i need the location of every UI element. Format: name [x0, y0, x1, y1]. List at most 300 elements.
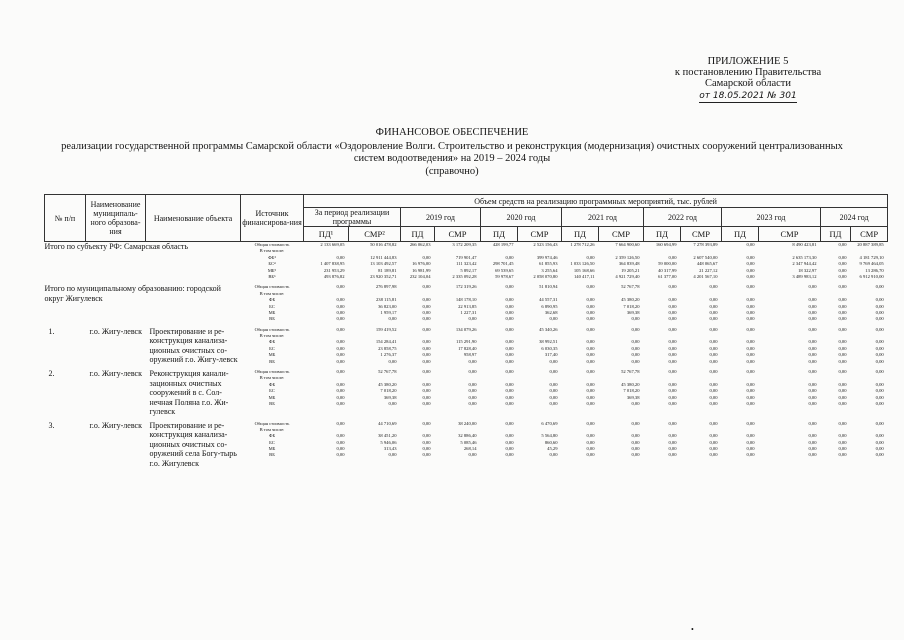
col-pd-header: ПД	[562, 227, 599, 242]
value-line: 0,00	[875, 388, 884, 394]
value-line: 0,00	[668, 326, 677, 332]
value-line: 22 913,85	[458, 303, 477, 309]
value-line: 0,00	[875, 309, 884, 315]
source-line: Общая стоимость	[254, 242, 290, 247]
value-line: 0,00	[505, 439, 514, 445]
table-body	[45, 242, 888, 473]
value-line: 369,38	[626, 394, 640, 400]
value-line: 0,00	[505, 309, 514, 315]
value-line: 12 911 444,83	[370, 254, 397, 260]
value-line: 0,00	[838, 309, 847, 315]
value-line: 0,00	[468, 369, 477, 375]
value-line: 0,00	[668, 439, 677, 445]
value-line: 45 380,20	[378, 381, 397, 387]
value-cell	[644, 369, 681, 417]
value-line: 238 115,81	[375, 297, 397, 303]
value-line: 0,00	[586, 352, 595, 358]
value-line: 0,00	[586, 326, 595, 332]
value-cell	[401, 284, 435, 322]
value-line: 0,00	[838, 339, 847, 345]
value-line: 0,00	[422, 297, 431, 303]
value-line: 0,00	[838, 261, 847, 267]
source-line: БС	[269, 439, 275, 445]
row-object: Проектирование и ре-конструкция канализа-ционных очистных со-оружений г.о. Жигу-левск	[149, 326, 238, 365]
value-cell	[851, 369, 888, 417]
value-line: 0,00	[709, 446, 718, 452]
value-line: 0,00	[336, 316, 345, 322]
value-line: 1 227,31	[460, 309, 477, 315]
row-municipality: г.о. Жигу-левск	[89, 420, 142, 430]
source-line: БС	[269, 388, 275, 394]
value-line: 0,00	[422, 316, 431, 322]
value-line: 0,00	[808, 420, 817, 426]
value-cell	[518, 284, 562, 322]
value-line: 0,00	[422, 303, 431, 309]
value-line: 0,00	[668, 316, 677, 322]
col-pd-header: ПД	[401, 227, 435, 242]
value-line: 0,00	[336, 254, 345, 260]
source-line: ВБ⁶	[268, 273, 276, 279]
source-line: В том числе:	[259, 333, 285, 339]
value-line: 0,00	[549, 358, 558, 364]
col-pd-header: ПД	[722, 227, 759, 242]
value-line: 0,00	[586, 452, 595, 458]
value-line: 7 018,20	[623, 303, 640, 309]
value-line: 0,00	[746, 433, 755, 439]
value-line: 0,00	[586, 316, 595, 322]
value-line: 0,00	[808, 369, 817, 375]
value-cell	[644, 327, 681, 365]
col-pd-header: ПД	[821, 227, 851, 242]
value-line: 0,00	[468, 394, 477, 400]
value-line: 45 380,20	[621, 381, 640, 387]
value-line: 5 085,46	[460, 439, 477, 445]
value-line: 0,00	[586, 284, 595, 290]
value-line: 719 901,47	[455, 254, 477, 260]
value-line: 0,00	[549, 316, 558, 322]
value-line: 0,00	[631, 433, 640, 439]
value-line: 0,00	[422, 388, 431, 394]
total-label: Итого по субъекту РФ: Самарская область	[44, 242, 189, 251]
value-line: 0,00	[586, 297, 595, 303]
value-line: 0,00	[505, 254, 514, 260]
value-line: 2 347 944,42	[792, 261, 817, 267]
value-line: 0,00	[838, 345, 847, 351]
value-line: 0,00	[586, 303, 595, 309]
value-line: 0,00	[808, 381, 817, 387]
value-line: 0,00	[468, 452, 477, 458]
source-line: МБ⁵	[267, 267, 277, 273]
value-line: 0,00	[668, 303, 677, 309]
value-line: 0,00	[746, 316, 755, 322]
value-line: 32 886,40	[458, 433, 477, 439]
value-line: 0,00	[808, 352, 817, 358]
source-line: МБ	[268, 446, 276, 452]
value-cell	[435, 242, 481, 281]
value-line: 45 380,20	[621, 297, 640, 303]
value-line: 0,00	[808, 446, 817, 452]
value-line: 3 489 983,12	[792, 273, 817, 279]
value-line: 172 319,26	[455, 284, 477, 290]
value-line: 448 065,67	[696, 261, 718, 267]
value-line: 7 278 393,89	[693, 242, 718, 247]
value-line: 0,00	[505, 345, 514, 351]
value-line: 0,00	[505, 316, 514, 322]
value-line: 16 976,00	[412, 261, 431, 267]
value-line: 0,00	[838, 352, 847, 358]
value-cell	[681, 242, 722, 281]
value-line: 860,60	[544, 439, 558, 445]
value-line: 2 607 540,00	[693, 254, 718, 260]
value-line: 5 946,06	[380, 439, 397, 445]
col-2020-header: 2020 год	[481, 208, 562, 227]
value-line: 4 921 729,40	[615, 273, 640, 279]
value-line: 50 016 478,82	[370, 242, 397, 247]
value-line: 44 557,31	[539, 297, 558, 303]
value-line: 0,00	[549, 452, 558, 458]
value-line: 0,00	[746, 326, 755, 332]
col-municipality-header: Наименование муниципаль-ного образова-ния	[86, 195, 146, 242]
value-cell	[821, 327, 851, 365]
value-line: 0,00	[631, 345, 640, 351]
source-line: ВБ	[269, 316, 275, 322]
value-cell	[759, 421, 821, 469]
value-line: 0,00	[336, 420, 345, 426]
source-line: БС⁴	[268, 261, 276, 267]
value-line: 2 133 669,05	[320, 242, 345, 247]
value-line: 0,00	[549, 394, 558, 400]
value-line: 0,00	[631, 446, 640, 452]
value-line: 0,00	[336, 400, 345, 406]
value-line: 0,00	[746, 261, 755, 267]
value-line: 0,00	[388, 400, 397, 406]
value-cell	[722, 421, 759, 469]
value-line: 0,00	[746, 284, 755, 290]
value-line: 19 205,21	[621, 267, 640, 273]
value-line: 0,00	[388, 452, 397, 458]
value-line: 0,00	[505, 433, 514, 439]
value-line: 0,00	[709, 303, 718, 309]
value-line: 0,00	[875, 316, 884, 322]
value-cell	[681, 284, 722, 322]
value-cell	[722, 284, 759, 322]
col-smr-header: СМР	[759, 227, 821, 242]
value-line: 0,00	[709, 316, 718, 322]
table-row	[45, 369, 888, 417]
value-line: 51 810,94	[539, 284, 558, 290]
value-line: 0,00	[586, 381, 595, 387]
row-municipality: г.о. Жигу-левск	[89, 369, 142, 379]
source-line: МБ	[268, 394, 276, 400]
value-line: 0,00	[746, 242, 755, 247]
value-cell	[759, 242, 821, 281]
source-line: ФБ	[268, 297, 276, 303]
table-row	[45, 327, 888, 365]
value-line: 0,00	[631, 420, 640, 426]
value-line: 1 278 712,26	[570, 242, 595, 247]
value-line: 0,00	[631, 326, 640, 332]
value-line: 0,00	[422, 352, 431, 358]
value-cell	[435, 369, 481, 417]
value-cell	[481, 284, 518, 322]
value-line: 0,00	[709, 309, 718, 315]
value-line: 0,00	[505, 369, 514, 375]
value-line: 0,00	[422, 284, 431, 290]
source-line: МБ	[268, 352, 276, 358]
col-2019-header: 2019 год	[401, 208, 481, 227]
value-line: 0,00	[746, 400, 755, 406]
value-line: 0,00	[586, 439, 595, 445]
value-line: 0,00	[422, 400, 431, 406]
value-line: 0,00	[336, 358, 345, 364]
value-line: 0,00	[422, 433, 431, 439]
value-line: 0,00	[709, 326, 718, 332]
value-line: 0,00	[422, 446, 431, 452]
value-line: 0,00	[808, 303, 817, 309]
value-line: 0,00	[668, 381, 677, 387]
value-line: 0,00	[468, 316, 477, 322]
value-line: 0,00	[875, 452, 884, 458]
value-cell	[821, 242, 851, 281]
col-2022-header: 2022 год	[644, 208, 722, 227]
value-line: 0,00	[336, 326, 345, 332]
value-line: 2 058 070,80	[533, 273, 558, 279]
value-line: 0,00	[709, 352, 718, 358]
value-cell	[821, 284, 851, 322]
value-line: 154 284,41	[375, 339, 397, 345]
value-cell	[821, 421, 851, 469]
value-cell	[759, 327, 821, 365]
value-line: 6 470,69	[541, 420, 558, 426]
value-line: 59 978,67	[495, 273, 514, 279]
value-line: 0,00	[875, 358, 884, 364]
value-line: 0,00	[709, 284, 718, 290]
value-line: 0,00	[631, 316, 640, 322]
value-line: 0,00	[838, 273, 847, 279]
value-line: 38 451,20	[378, 433, 397, 439]
source-line: БС	[269, 303, 275, 309]
value-cell	[349, 327, 401, 365]
value-line: 21 227,12	[699, 267, 718, 273]
value-line: 52 767,78	[621, 284, 640, 290]
value-line: 0,00	[586, 400, 595, 406]
value-line: 2 635 173,30	[792, 254, 817, 260]
value-line: 0,00	[422, 439, 431, 445]
value-line: 0,00	[631, 452, 640, 458]
value-line: 0,00	[505, 420, 514, 426]
value-line: 0,00	[838, 358, 847, 364]
value-line: 0,00	[336, 381, 345, 387]
value-line: 0,00	[631, 358, 640, 364]
value-line: 38 240,00	[458, 420, 477, 426]
row-object: Проектирование и ре-конструкция канализа-ционных очистных со-оружений села Богу-тырь г.о. Жигулевск	[149, 420, 237, 468]
value-line: 0,00	[838, 303, 847, 309]
value-line: 0,00	[549, 388, 558, 394]
value-line: 61 855,93	[539, 261, 558, 267]
value-line: 0,00	[746, 297, 755, 303]
source-line: ВБ	[269, 400, 275, 406]
value-line: 0,00	[505, 303, 514, 309]
value-cell	[518, 369, 562, 417]
value-line: 3 172 209,35	[452, 242, 477, 247]
value-line: 0,00	[838, 297, 847, 303]
doc-subtitle: реализации государственной программы Самарской области «Оздоровление Волги. Строительство и реконструкция (модернизация) очистных сооружений централизованных	[61, 141, 843, 152]
appendix-block	[648, 56, 848, 103]
value-line: 0,00	[808, 339, 817, 345]
value-line: 0,00	[468, 400, 477, 406]
value-line: 317,40	[544, 352, 558, 358]
value-line: 0,00	[838, 284, 847, 290]
value-line: 0,00	[668, 345, 677, 351]
value-line: 0,00	[875, 345, 884, 351]
value-line: 0,00	[336, 309, 345, 315]
col-pd-header: ПД	[644, 227, 681, 242]
total-row	[45, 284, 888, 322]
value-line: 0,00	[505, 400, 514, 406]
col-num-header: № п/п	[45, 195, 86, 242]
value-line: 0,00	[709, 388, 718, 394]
col-smr-header: СМР	[851, 227, 888, 242]
value-cell	[304, 242, 349, 281]
value-line: 0,00	[586, 345, 595, 351]
value-line: 140 417,11	[573, 273, 595, 279]
value-line: 4 181 729,10	[859, 254, 884, 260]
value-line: 0,00	[505, 339, 514, 345]
value-line: 7 664 900,60	[615, 242, 640, 247]
value-line: 0,00	[505, 352, 514, 358]
value-cell	[435, 284, 481, 322]
value-line: 0,00	[586, 358, 595, 364]
value-line: 0,00	[336, 388, 345, 394]
value-line: 232 104,04	[409, 273, 431, 279]
value-line: 0,00	[746, 309, 755, 315]
value-line: 428 199,77	[492, 242, 514, 247]
value-line: 1 959,17	[380, 309, 397, 315]
value-line: 0,00	[808, 326, 817, 332]
value-line: 0,00	[336, 284, 345, 290]
value-line: 493 876,82	[323, 273, 345, 279]
value-line: 0,00	[746, 420, 755, 426]
value-line: 45,29	[547, 446, 558, 452]
value-line: 958,97	[463, 352, 477, 358]
source-line: ВБ	[269, 452, 275, 458]
value-line: 0,00	[422, 452, 431, 458]
value-line: 0,00	[838, 439, 847, 445]
value-line: 2 523 156,43	[533, 242, 558, 247]
value-cell	[518, 242, 562, 281]
value-line: 0,00	[668, 388, 677, 394]
value-line: 7 018,20	[623, 388, 640, 394]
value-line: 0,00	[709, 433, 718, 439]
value-cell	[435, 421, 481, 469]
value-line: 0,00	[388, 316, 397, 322]
value-line: 0,00	[668, 433, 677, 439]
value-line: 0,00	[838, 452, 847, 458]
value-line: 0,00	[505, 388, 514, 394]
value-line: 313,43	[383, 446, 397, 452]
value-line: 6 030,35	[541, 345, 558, 351]
value-line: 0,00	[422, 339, 431, 345]
value-line: 0,00	[668, 254, 677, 260]
value-line: 276 897,98	[375, 284, 397, 290]
value-line: 8 490 423,81	[792, 242, 817, 247]
col-2021-header: 2021 год	[562, 208, 644, 227]
value-line: 0,00	[336, 369, 345, 375]
value-line: 0,00	[505, 326, 514, 332]
value-cell	[759, 284, 821, 322]
row-municipality: г.о. Жигу-левск	[89, 326, 142, 336]
value-line: 0,00	[505, 381, 514, 387]
source-cell	[241, 369, 304, 417]
value-line: 0,00	[586, 339, 595, 345]
source-cell	[241, 421, 304, 469]
value-line: 0,00	[422, 420, 431, 426]
value-line: 3 255,64	[541, 267, 558, 273]
value-cell	[722, 369, 759, 417]
value-cell	[349, 242, 401, 281]
source-line: Общая стоимость	[254, 369, 290, 375]
footer-mark: •	[691, 625, 694, 634]
total-label: Итого по муниципальному образованию: городской округ Жигулевск	[44, 284, 221, 303]
value-line: 52 767,78	[621, 369, 640, 375]
value-line: 40 317,99	[658, 267, 677, 273]
value-cell	[518, 421, 562, 469]
source-line: Общая стоимость	[254, 326, 290, 332]
value-line: 4 201 567,10	[693, 273, 718, 279]
value-cell	[304, 421, 349, 469]
value-line: 0,00	[838, 381, 847, 387]
value-line: 0,00	[875, 339, 884, 345]
value-line: 0,00	[838, 420, 847, 426]
value-cell	[759, 369, 821, 417]
value-line: 0,00	[746, 394, 755, 400]
value-line: 0,00	[875, 369, 884, 375]
value-line: 0,00	[875, 439, 884, 445]
value-line: 0,00	[808, 388, 817, 394]
col-2023-header: 2023 год	[722, 208, 821, 227]
value-line: 0,00	[709, 297, 718, 303]
value-line: 0,00	[586, 433, 595, 439]
value-line: 0,00	[709, 345, 718, 351]
value-line: 0,00	[838, 326, 847, 332]
value-line: 0,00	[668, 400, 677, 406]
source-line: Общая стоимость	[254, 284, 290, 290]
value-line: 0,00	[336, 303, 345, 309]
value-line: 0,00	[505, 394, 514, 400]
value-line: 0,00	[808, 316, 817, 322]
value-line: 0,00	[709, 381, 718, 387]
col-smr-header: СМР	[518, 227, 562, 242]
source-line: ФБ	[268, 433, 276, 439]
value-cell	[562, 242, 599, 281]
value-cell	[435, 327, 481, 365]
value-line: 0,00	[875, 394, 884, 400]
value-cell	[681, 369, 722, 417]
value-line: 0,00	[875, 420, 884, 426]
value-line: 364 839,48	[618, 261, 640, 267]
doc-subtitle-3: (справочно)	[425, 166, 479, 177]
value-line: 0,00	[808, 400, 817, 406]
value-line: 0,00	[668, 452, 677, 458]
value-line: 69 539,65	[495, 267, 514, 273]
value-line: 18 322,97	[798, 267, 817, 273]
value-line: 6 890,95	[541, 303, 558, 309]
value-line: 0,00	[336, 452, 345, 458]
value-line: 0,00	[668, 352, 677, 358]
source-line: МБ	[268, 309, 276, 315]
row-number: 3.	[48, 420, 55, 430]
value-line: 0,00	[388, 358, 397, 364]
